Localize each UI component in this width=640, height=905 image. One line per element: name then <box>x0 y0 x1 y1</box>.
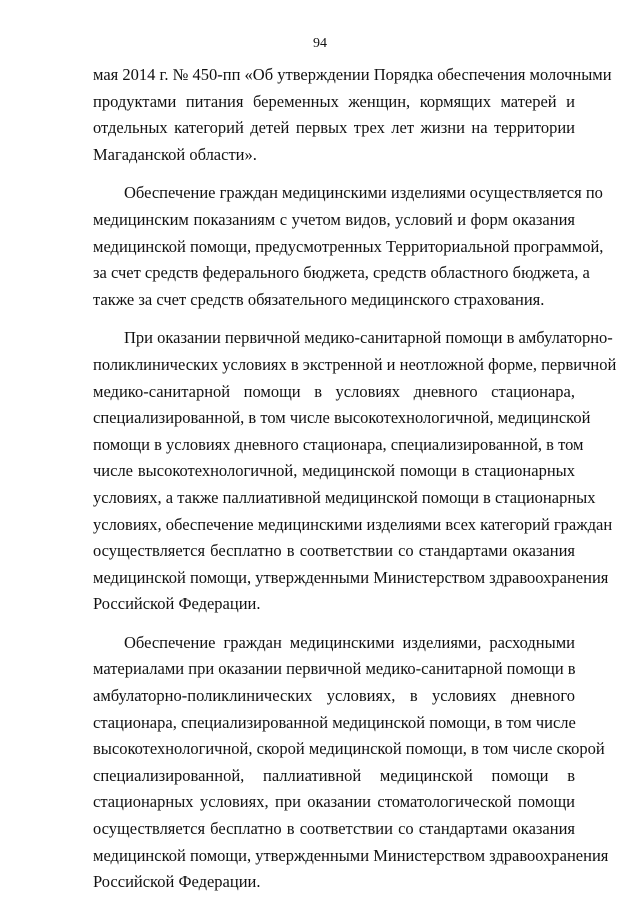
text-line: осуществляется бесплатно в соответствии со стандартами оказания <box>93 541 575 561</box>
text-line: продуктами питания беременных женщин, кормящих матерей и <box>93 91 575 111</box>
text-line: При оказании первичной медико-санитарной помощи в амбулаторно- <box>124 328 613 348</box>
page-number: 94 <box>313 36 327 51</box>
text-line: осуществляется бесплатно в соответствии со стандартами оказания <box>93 819 575 839</box>
text-line: числе высокотехнологичной, медицинской помощи в стационарных <box>93 461 575 481</box>
text-line: медико-санитарной помощи в условиях дневного стационара, <box>93 381 575 401</box>
text-line: отдельных категорий детей первых трех лет жизни на территории <box>93 118 575 138</box>
text-line: специализированной, паллиативной медицинской помощи в <box>93 765 575 785</box>
text-line: стационарных условиях, при оказании стоматологической помощи <box>93 792 575 812</box>
text-line: амбулаторно-поликлинических условиях, в условиях дневного <box>93 686 575 706</box>
paragraph-continuation <box>93 62 612 168</box>
text-line: поликлинических условиях в экстренной и неотложной форме, первичной <box>93 354 617 374</box>
text-line: Обеспечение граждан медицинскими изделиями осуществляется по <box>124 183 603 203</box>
text-line: Российской Федерации. <box>93 872 261 892</box>
text-line: Обеспечение граждан медицинскими изделиями, расходными <box>124 632 575 652</box>
text-line: помощи в условиях дневного стационара, специализированной, в том <box>93 434 584 454</box>
text-line: мая 2014 г. № 450-пп «Об утверждении Порядка обеспечения молочными <box>93 65 612 84</box>
text-line: медицинским показаниям с учетом видов, условий и форм оказания <box>93 209 575 229</box>
paragraph-medical-devices <box>93 180 604 313</box>
text-line: Магаданской области». <box>93 144 257 164</box>
text-line: медицинской помощи, предусмотренных Территориальной программой, <box>93 236 604 256</box>
text-line: стационара, специализированной медицинской помощи, в том числе <box>93 712 576 732</box>
text-line: за счет средств федерального бюджета, средств областного бюджета, а <box>93 263 590 283</box>
text-line: медицинской помощи, утвержденными Министерством здравоохранения <box>93 845 609 865</box>
text-line: специализированной, в том числе высокотехнологичной, медицинской <box>93 408 591 428</box>
text-line: материалами при оказании первичной медико-санитарной помощи в <box>93 659 576 679</box>
text-line: медицинской помощи, утвержденными Министерством здравоохранения <box>93 567 609 587</box>
text-line: высокотехнологичной, скорой медицинской помощи, в том числе скорой <box>93 739 605 759</box>
text-line: Российской Федерации. <box>93 594 261 614</box>
paragraph-primary-care <box>93 325 617 618</box>
document-body <box>93 62 617 896</box>
text-line: также за счет средств обязательного медицинского страхования. <box>93 289 545 309</box>
text-line: условиях, а также паллиативной медицинской помощи в стационарных <box>93 487 596 507</box>
text-line: условиях, обеспечение медицинскими изделиями всех категорий граждан <box>93 514 613 534</box>
paragraph-consumables <box>93 630 609 896</box>
